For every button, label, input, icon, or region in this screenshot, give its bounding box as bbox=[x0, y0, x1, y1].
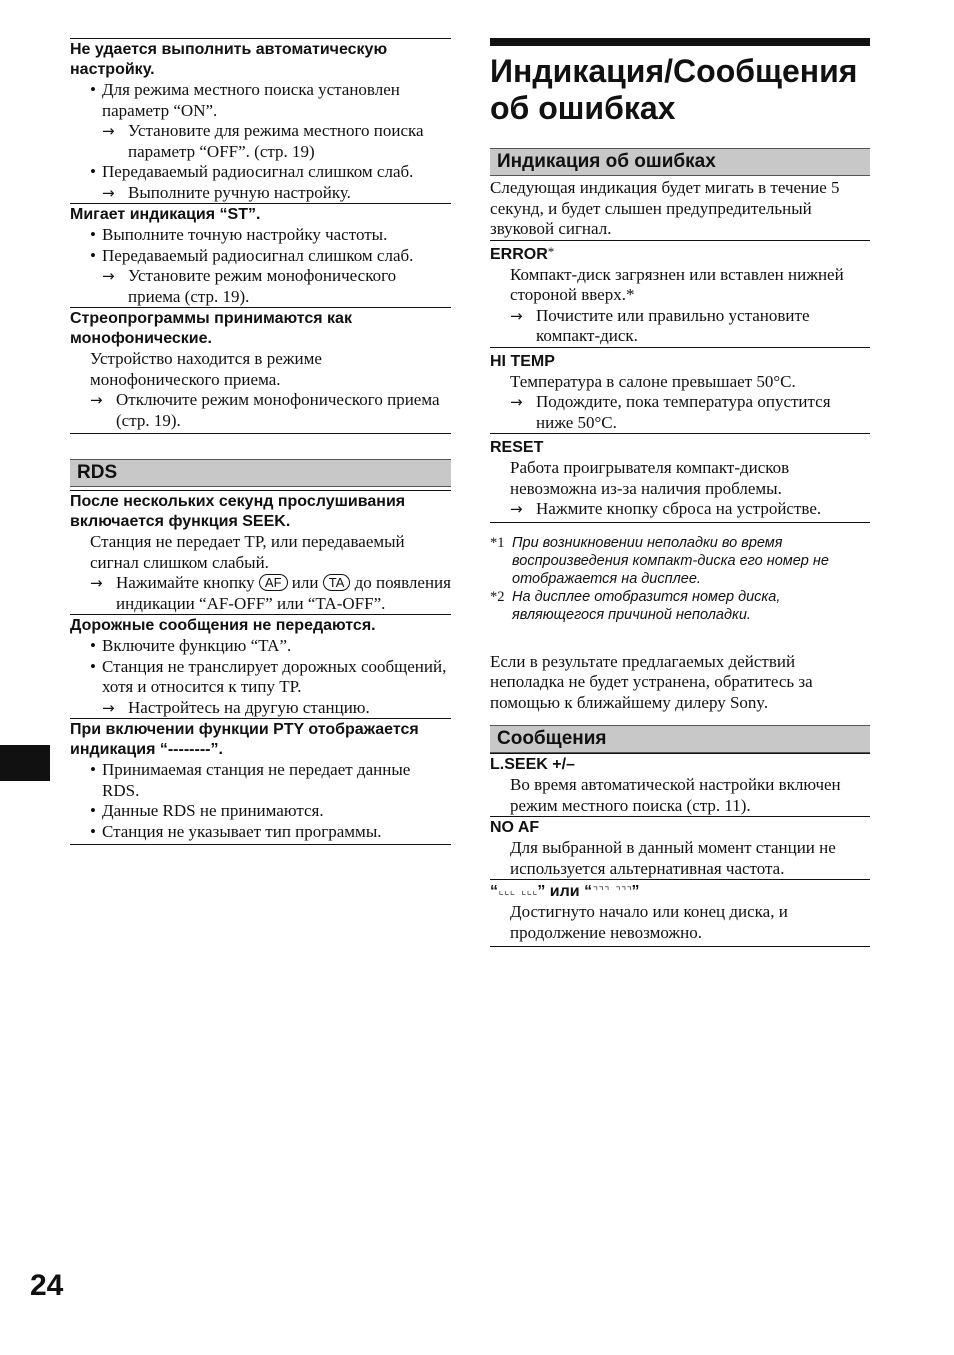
problem-heading: При включении функции PTY отображается индикация “--------”. bbox=[70, 718, 451, 760]
error-code bbox=[490, 433, 870, 458]
right-column bbox=[490, 38, 870, 947]
solution-text bbox=[116, 573, 451, 613]
errors-intro: Следующая индикация будет мигать в течение 5 секунд, и будет слышен предупредительный звуковой сигнал. bbox=[490, 178, 840, 238]
problem-heading: Стреопрограммы принимаются как монофонические. bbox=[70, 307, 451, 349]
segment-glyph-start: ⌞⌞⌞ ⌞⌞⌞ bbox=[498, 884, 538, 897]
error-cause: Температура в салоне превышает 50°C. bbox=[510, 371, 796, 391]
limit-message-desc: Достигнуто начало или конец диска, и продолжение невозможно. bbox=[510, 902, 788, 942]
section-error-indications: Индикация об ошибках bbox=[490, 148, 870, 176]
arrow-icon: → bbox=[102, 122, 115, 140]
rds-troubleshoot-list bbox=[70, 490, 451, 842]
footnote-text: При возникновении неполадки во время воспроизведения компакт-диска его номер не отображается на дисплее. bbox=[512, 534, 829, 587]
solution-text: Выполните ручную настройку. bbox=[128, 182, 351, 202]
message-list bbox=[490, 753, 870, 879]
arrow-icon: → bbox=[510, 393, 523, 411]
problem-heading: Мигает индикация “ST”. bbox=[70, 203, 451, 225]
arrow-icon: → bbox=[102, 267, 115, 285]
divider bbox=[490, 946, 870, 947]
solution-text: Почистите или правильно установите компакт-диск. bbox=[536, 305, 810, 345]
footnote bbox=[490, 588, 870, 624]
bullet-item: • Для режима местного поиска установлен параметр “ON”. bbox=[70, 80, 451, 121]
arrow-icon: → bbox=[90, 574, 103, 592]
segment-glyph-end: ⌝⌝⌝ ⌝⌝⌝ bbox=[592, 884, 632, 897]
error-code bbox=[490, 240, 870, 265]
arrow-icon: → bbox=[102, 183, 115, 202]
solution-text: Отключите режим монофонического приема (стр. 19). bbox=[116, 390, 440, 430]
arrow-icon: → bbox=[90, 391, 103, 409]
bullet-item: • Станция не указывает тип программы. bbox=[70, 822, 451, 843]
bullet-item: • Данные RDS не принимаются. bbox=[70, 801, 451, 822]
bullet-item: • Принимаемая станция не передает данные RDS. bbox=[70, 760, 451, 801]
closing-note: Если в результате предлагаемых действий неполадка не будет устранена, обратитесь за помощью к ближайшему дилеру Sony. bbox=[490, 651, 813, 712]
page-title: Индикация/Сообщения об ошибках bbox=[490, 53, 858, 126]
footnote-mark: *1 bbox=[490, 534, 505, 551]
arrow-icon: → bbox=[510, 306, 523, 325]
footnote-text: На дисплее отобразится номер диска, являющегося причиной неполадки. bbox=[512, 588, 781, 623]
solution-item bbox=[70, 121, 451, 162]
bullet-item: • Включите функцию “TA”. bbox=[70, 636, 451, 657]
troubleshoot-block bbox=[70, 490, 451, 614]
error-code-label: RESET bbox=[490, 439, 544, 456]
solution-text: Установите режим монофонического приема (стр. 19). bbox=[128, 266, 397, 306]
troubleshoot-list bbox=[70, 38, 451, 431]
solution-text: Установите для режима местного поиска параметр “OFF”. (стр. 19) bbox=[128, 121, 424, 161]
bullet-item: • Станция не транслирует дорожных сообщений, хотя и относится к типу TP. bbox=[70, 657, 451, 698]
footnote-star: * bbox=[547, 243, 555, 259]
section-messages: Сообщения bbox=[490, 725, 870, 753]
bullet-item: • Выполните точную настройку частоты. bbox=[70, 225, 451, 246]
solution-item bbox=[70, 183, 451, 204]
troubleshoot-block bbox=[70, 614, 451, 718]
solution-item bbox=[70, 573, 451, 614]
divider bbox=[490, 522, 870, 523]
footnote bbox=[490, 534, 870, 588]
af-text-mid: или bbox=[291, 573, 319, 592]
bullet-item: • Передаваемый радиосигнал слишком слаб. bbox=[70, 162, 451, 183]
limit-message-key: “⌞⌞⌞ ⌞⌞⌞” или “⌝⌝⌝ ⌝⌝⌝” bbox=[490, 879, 870, 902]
solution-item bbox=[70, 266, 451, 307]
problem-heading: Не удается выполнить автоматическую настройку. bbox=[70, 38, 451, 80]
solution-item bbox=[70, 698, 451, 719]
arrow-icon: → bbox=[102, 698, 115, 717]
troubleshoot-block bbox=[70, 307, 451, 431]
solution-text: Нажмите кнопку сброса на устройстве. bbox=[536, 499, 822, 518]
chapter-tab bbox=[0, 745, 50, 781]
message-desc: Для выбранной в данный момент станции не используется альтернативная частота. bbox=[510, 838, 836, 878]
message-code: L.SEEK +/– bbox=[490, 753, 870, 775]
message-code: NO AF bbox=[490, 816, 870, 838]
error-cause: Компакт-диск загрязнен или вставлен нижней стороной вверх.* bbox=[510, 264, 844, 304]
troubleshoot-block bbox=[70, 203, 451, 307]
af-button-icon: AF bbox=[259, 574, 288, 591]
arrow-icon: → bbox=[510, 500, 523, 518]
left-column bbox=[70, 38, 451, 845]
error-list bbox=[490, 240, 870, 520]
cause-text: Устройство находится в режиме монофонического приема. bbox=[90, 349, 322, 389]
solution-item bbox=[70, 390, 451, 431]
divider bbox=[70, 844, 451, 845]
troubleshoot-block bbox=[70, 38, 451, 203]
section-rds: RDS bbox=[70, 459, 451, 487]
solution-item bbox=[490, 499, 870, 520]
solution-text: Настройтесь на другую станцию. bbox=[128, 697, 370, 717]
error-cause: Работа проигрывателя компакт-дисков невозможна из-за наличия проблемы. bbox=[510, 458, 790, 498]
ta-button-icon: TA bbox=[323, 574, 351, 591]
solution-item bbox=[490, 306, 870, 347]
solution-item bbox=[490, 392, 870, 433]
af-text-pre: Нажимайте кнопку bbox=[116, 573, 255, 592]
divider bbox=[70, 433, 451, 434]
troubleshoot-block bbox=[70, 718, 451, 842]
footnotes bbox=[490, 534, 870, 624]
error-code bbox=[490, 347, 870, 372]
solution-text: Подождите, пока температура опустится ниже 50°C. bbox=[536, 392, 831, 432]
problem-heading: После нескольких секунд прослушивания включается функция SEEK. bbox=[70, 490, 451, 532]
af-text-post: до появления индикации “AF-OFF” или “TA-OFF”. bbox=[116, 573, 451, 613]
page-number: 24 bbox=[30, 1269, 64, 1302]
footnote-mark: *2 bbox=[490, 588, 505, 605]
title-rule bbox=[490, 38, 870, 46]
error-code-label: ERROR bbox=[490, 245, 548, 263]
bullet-item: • Передаваемый радиосигнал слишком слаб. bbox=[70, 246, 451, 267]
cause-text: Станция не передает TP, или передаваемый сигнал слишком слабый. bbox=[90, 532, 405, 572]
error-code-label: HI TEMP bbox=[490, 352, 555, 370]
message-desc: Во время автоматической настройки включен режим местного поиска (стр. 11). bbox=[510, 775, 841, 815]
problem-heading: Дорожные сообщения не передаются. bbox=[70, 614, 451, 636]
